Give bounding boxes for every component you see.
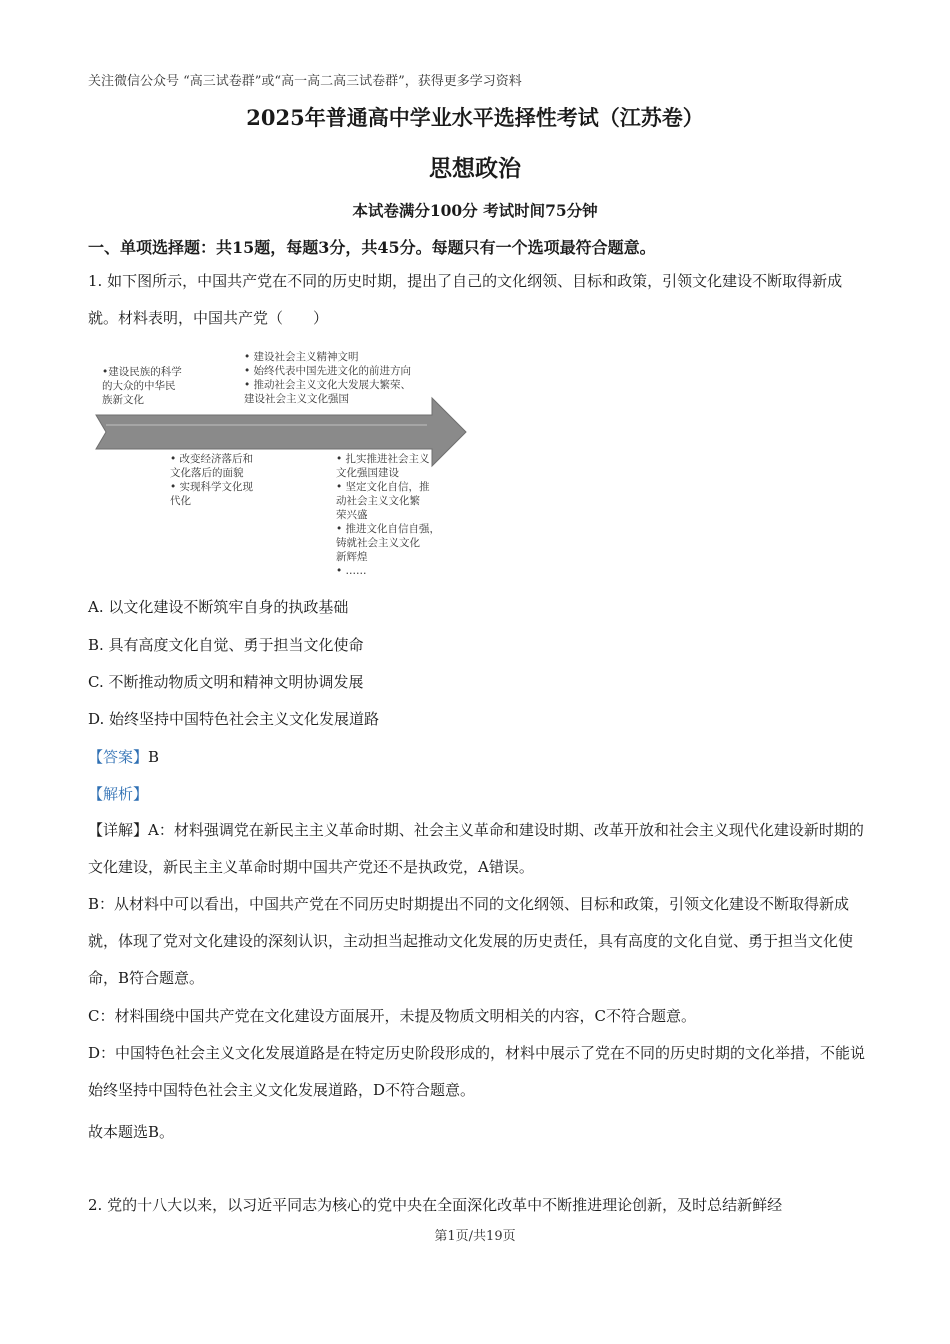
page-number: 第1页/共19页	[434, 1229, 516, 1244]
figure-top-left: •建设民族的科学 的大众的中华民 族新文化	[102, 366, 182, 406]
figure-bottom-left: • 改变经济落后和 文化落后的面貌 • 实现科学文化现 代化	[170, 453, 254, 507]
section-heading: 一、单项选择题：共15题，每题3分，共45分。每题只有一个选项最符合题意。	[88, 238, 656, 257]
figure-top-middle: • 建设社会主义精神文明 • 始终代表中国先进文化的前进方向 • 推动社会主义文化大发展大繁荣、 建设社会主义文化强国	[244, 351, 412, 405]
option-a: A. 以文化建设不断筑牢自身的执政基础	[88, 598, 349, 616]
option-d: D. 始终坚持中国特色社会主义文化发展道路	[88, 710, 380, 728]
detail-d: D：中国特色社会主义文化发展道路是在特定历史阶段形成的，材料中展示了党在不同的历史时期的文化举措，不能说始终坚持中国特色社会主义文化发展道路，D不符合题意。	[88, 1044, 866, 1099]
detail-label: 【详解】	[88, 821, 149, 839]
detail-c: C：材料围绕中国共产党在文化建设方面展开，未提及物质文明相关的内容，C不符合题意。	[88, 1007, 696, 1025]
question-2-stem: 2. 党的十八大以来，以习近平同志为核心的党中央在全面深化改革中不断推进理论创新，及时总结新鲜经	[88, 1196, 783, 1214]
option-b: B. 具有高度文化自觉、勇于担当文化使命	[88, 636, 364, 654]
conclusion: 故本题选B。	[88, 1123, 175, 1141]
analysis-label: 【解析】	[88, 785, 149, 803]
option-c: C. 不断推动物质文明和精神文明协调发展	[88, 673, 364, 691]
answer-value: B	[148, 748, 160, 766]
figure-bottom-right: • 扎实推进社会主义 文化强国建设 • 坚定文化自信，推 动社会主义文化繁 荣兴盛 • 推进文化自信自强， 铸就社会主义文化 新辉煌 • ……	[336, 453, 441, 577]
question-1-stem: 1. 如下图所示，中国共产党在不同的历史时期，提出了自己的文化纲领、目标和政策，引领文化建设不断取得新成就。材料表明，中国共产党（ ）	[88, 272, 843, 327]
wechat-notice: 关注微信公众号 “高三试卷群”或“高一高二高三试卷群”，获得更多学习资料	[88, 74, 522, 89]
exam-subject: 思想政治	[429, 155, 521, 182]
culture-timeline-figure	[92, 345, 472, 580]
exam-meta: 本试卷满分100分 考试时间75分钟	[352, 201, 598, 220]
exam-title: 2025年普通高中学业水平选择性考试（江苏卷）	[246, 105, 704, 130]
detail-a: 【详解】A：材料强调党在新民主主义革命时期、社会主义革命和建设时期、改革开放和社会主义现代化建设新时期的文化建设，新民主主义革命时期中国共产党还不是执政党，A错误。	[88, 821, 864, 876]
detail-b: B：从材料中可以看出，中国共产党在不同历史时期提出不同的文化纲领、目标和政策，引领文化建设不断取得新成就，体现了党对文化建设的深刻认识，主动担当起推动文化发展的历史责任，具有高度的文化自觉、勇于担当文化使命，B符合题意。	[88, 895, 854, 987]
answer-label: 【答案】	[88, 748, 149, 766]
answer-line	[88, 746, 159, 767]
